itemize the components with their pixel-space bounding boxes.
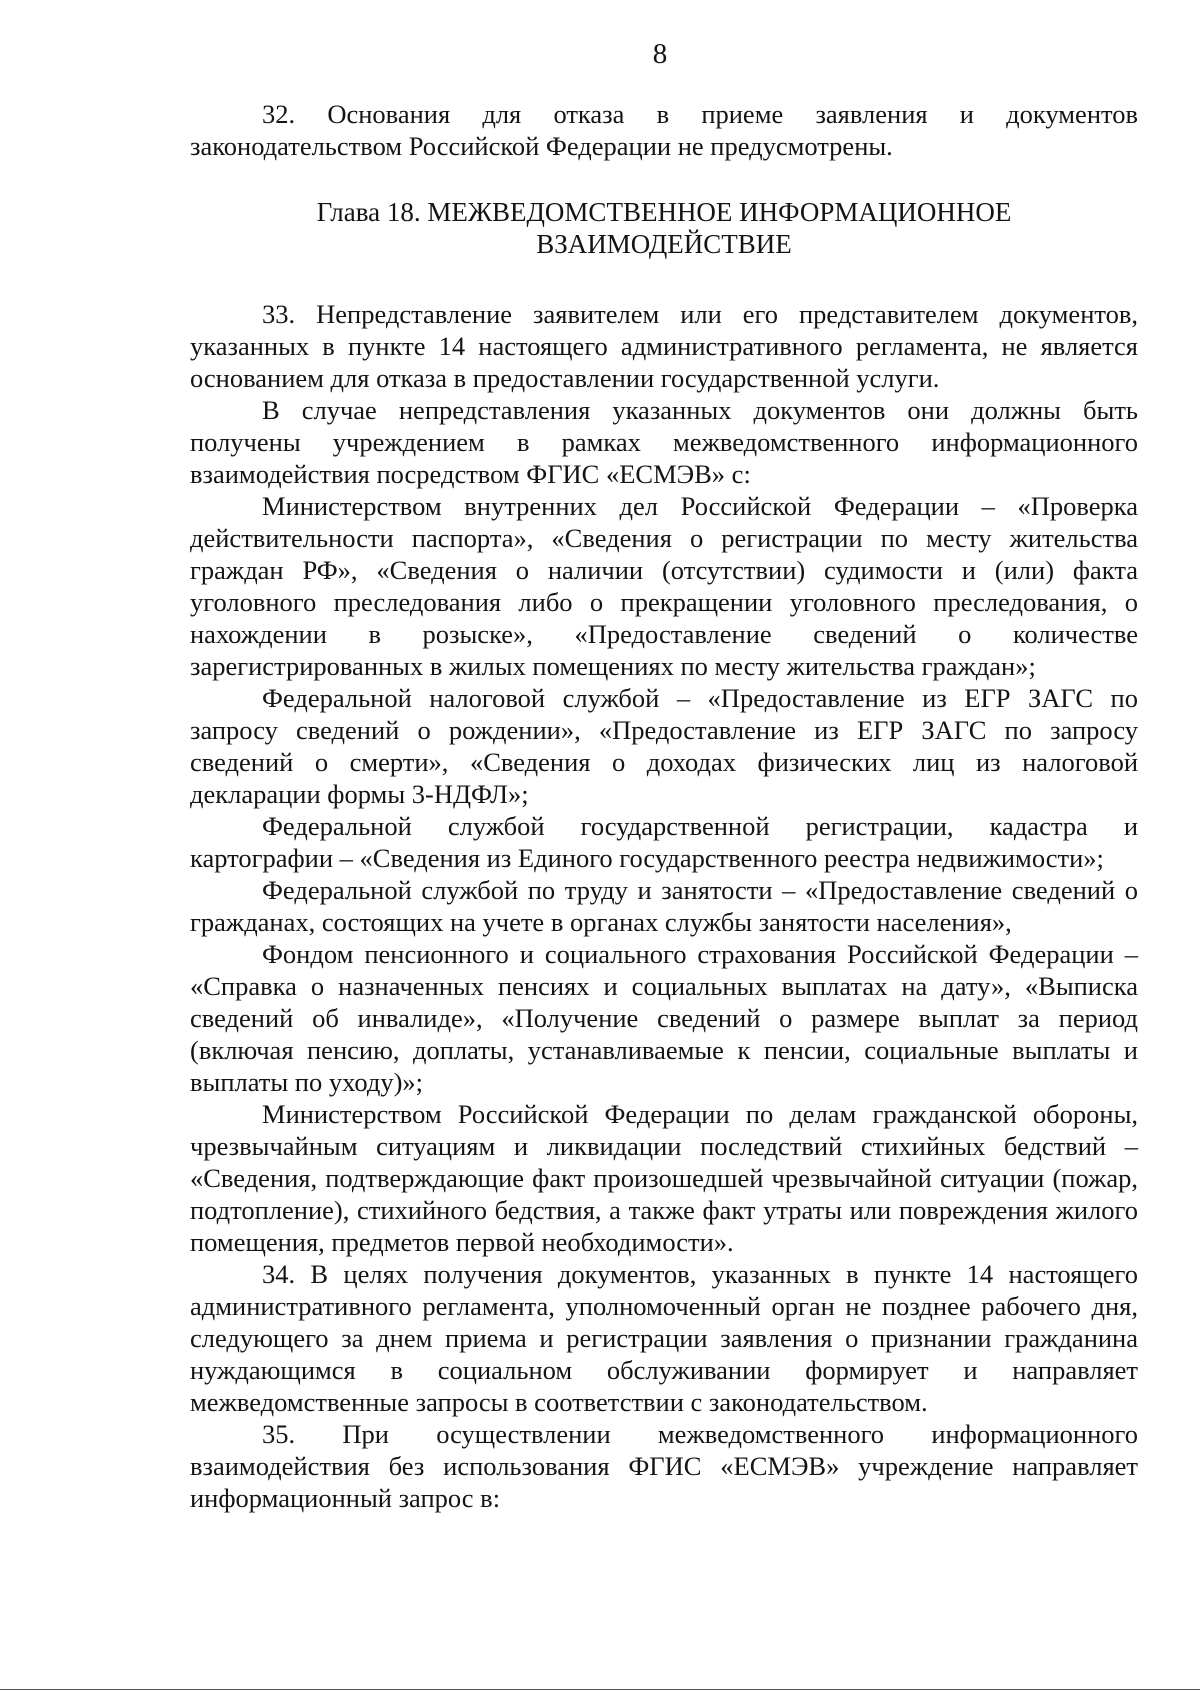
paragraph-32: 32. Основания для отказа в приеме заявления и документов законодательством Российской Федерации не предусмотрены. <box>190 99 1138 161</box>
paragraph-33: 33. Непредставление заявителем или его представителем документов, указанных в пункте 14 настоящего административного регламента, не является основанием для отказа в предоставлении государственной услуги. <box>190 299 1138 393</box>
chapter-heading-line-2: ВЗАИМОДЕЙСТВИЕ <box>536 229 792 259</box>
chapter-heading-line-1: Глава 18. МЕЖВЕДОМСТВЕННОЕ ИНФОРМАЦИОННОЕ <box>316 197 1012 227</box>
page-bottom-rule <box>0 1689 1200 1690</box>
paragraph-sfr: Фондом пенсионного и социального страхования Российской Федерации – «Справка о назначенных пенсиях и социальных выплатах на дату», «Выписка сведений об инвалиде», «Получение сведений о размере выплат за период (включая пенсию, доплаты, устанавливаемые к пенсии, социальные выплаты и выплаты по уходу)»; <box>190 939 1138 1097</box>
paragraph-block-main <box>190 298 1138 1514</box>
paragraph-block-top <box>190 98 1138 162</box>
paragraph-34: 34. В целях получения документов, указанных в пункте 14 настоящего административного регламента, уполномоченный орган не позднее рабочего дня, следующего за днем приема и регистрации заявления о признании гражданина нуждающимся в социальном обслуживании формирует и направляет межведомственные запросы в соответствии с законодательством. <box>190 1259 1138 1417</box>
paragraph-mvd: Министерством внутренних дел Российской Федерации – «Проверка действительности паспорта», «Сведения о регистрации по месту жительства граждан РФ», «Сведения о наличии (отсутствии) судимости и (или) факта уголовного преследования либо о прекращении уголовного преследования, о нахождении в розыске», «Предоставление сведений о количестве зарегистрированных в жилых помещениях по месту жительства граждан»; <box>190 491 1138 681</box>
paragraph-rosreestr: Федеральной службой государственной регистрации, кадастра и картографии – «Сведения из Единого государственного реестра недвижимости»; <box>190 811 1138 873</box>
page-number: 8 <box>652 38 668 70</box>
chapter-heading <box>190 196 1138 260</box>
paragraph-esmev-intro: В случае непредставления указанных документов они должны быть получены учреждением в рамках межведомственного информационного взаимодействия посредством ФГИС «ЕСМЭВ» с: <box>190 395 1138 489</box>
paragraph-35: 35. При осуществлении межведомственного информационного взаимодействия без использования ФГИС «ЕСМЭВ» учреждение направляет информационный запрос в: <box>190 1419 1138 1513</box>
paragraph-mchs: Министерством Российской Федерации по делам гражданской обороны, чрезвычайным ситуациям и ликвидации последствий стихийных бедствий – «Сведения, подтверждающие факт произошедшей чрезвычайной ситуации (пожар, подтопление), стихийного бедствия, а также факт утраты или повреждения жилого помещения, предметов первой необходимости». <box>190 1099 1138 1257</box>
paragraph-fns: Федеральной налоговой службой – «Предоставление из ЕГР ЗАГС по запросу сведений о рождении», «Предоставление из ЕГР ЗАГС по запросу сведений о смерти», «Сведения о доходах физических лиц из налоговой декларации формы 3-НДФЛ»; <box>190 683 1138 809</box>
paragraph-rostrud: Федеральной службой по труду и занятости – «Предоставление сведений о гражданах, состоящих на учете в органах службы занятости населения», <box>190 875 1138 937</box>
